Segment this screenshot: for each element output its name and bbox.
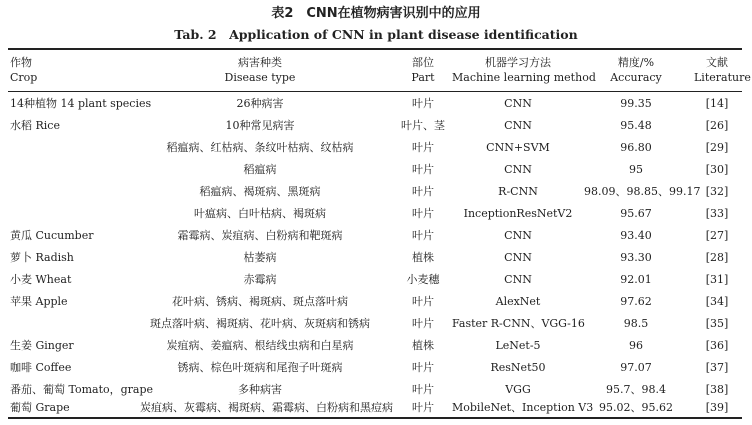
header-literature: 文献 Literature — [694, 56, 751, 84]
table-row — [0, 269, 752, 291]
cell-crop: 14种植物 14 plant species — [10, 97, 152, 110]
cell-method: LeNet-5 — [495, 339, 541, 352]
cell-accuracy: 99.35 — [620, 97, 652, 110]
cell-method: CNN — [504, 229, 532, 242]
cell-accuracy: 93.40 — [620, 229, 652, 242]
cell-method: CNN — [504, 163, 532, 176]
cell-crop: 小麦 Wheat — [10, 273, 72, 286]
cell-accuracy: 98.5 — [623, 317, 649, 330]
cell-part: 叶片 — [412, 295, 434, 308]
cell-literature: [33] — [705, 207, 729, 220]
cell-disease: 炭疽病、灰霉病、褐斑病、霜霉病、白粉病和黑痘病 — [140, 401, 393, 414]
cell-disease: 枯萎病 — [243, 251, 277, 264]
table-row — [0, 291, 752, 313]
cell-method: R-CNN — [498, 185, 538, 198]
cell-part: 叶片 — [412, 229, 434, 242]
cell-accuracy: 95.7、98.4 — [606, 383, 666, 396]
cell-literature: [35] — [705, 317, 729, 330]
cell-method: VGG — [505, 383, 531, 396]
cell-crop: 葡萄 Grape — [10, 401, 70, 414]
cell-method: MobileNet、Inception V3 — [452, 401, 594, 414]
cell-part: 叶片 — [412, 207, 434, 220]
cell-disease: 炭疽病、姜瘟病、根结线虫病和白星病 — [166, 339, 354, 352]
cell-part: 叶片 — [412, 141, 434, 154]
cell-literature: [31] — [705, 273, 729, 286]
cell-accuracy: 92.01 — [620, 273, 652, 286]
cell-literature: [30] — [705, 163, 729, 176]
cell-accuracy: 97.62 — [620, 295, 652, 308]
table-caption-en: Tab. 2 Application of CNN in plant disease identification — [174, 27, 578, 42]
cell-part: 叶片、茎 — [401, 119, 445, 132]
header-method: 机器学习方法 Machine learning method — [452, 56, 596, 84]
cell-part: 小麦穗 — [406, 273, 440, 286]
cell-accuracy: 97.07 — [620, 361, 652, 374]
cell-disease: 稻瘟病、褐斑病、黑斑病 — [199, 185, 321, 198]
cell-literature: [32] — [705, 185, 729, 198]
cell-crop: 咖啡 Coffee — [10, 361, 72, 374]
header-crop: 作物 Crop — [10, 56, 38, 84]
cell-literature: [39] — [705, 401, 729, 414]
cell-disease: 稻瘟病、红枯病、条纹叶枯病、纹枯病 — [166, 141, 354, 154]
table-row — [0, 115, 752, 137]
cell-disease: 花叶病、锈病、褐斑病、斑点落叶病 — [172, 295, 348, 308]
cell-crop: 黄瓜 Cucumber — [10, 229, 94, 242]
cell-literature: [29] — [705, 141, 729, 154]
cell-method: Faster R-CNN、VGG-16 — [452, 317, 585, 330]
cell-disease: 稻瘟病 — [243, 163, 277, 176]
cell-accuracy: 95.67 — [620, 207, 652, 220]
cell-part: 叶片 — [412, 97, 434, 110]
cell-accuracy: 98.09、98.85、99.17 — [584, 185, 701, 198]
cell-literature: [38] — [705, 383, 729, 396]
table-row — [0, 225, 752, 247]
table-row — [0, 335, 752, 357]
cell-crop: 水稻 Rice — [10, 119, 60, 132]
cell-method: CNN — [504, 251, 532, 264]
cell-part: 叶片 — [412, 185, 434, 198]
table-row — [0, 313, 752, 335]
cell-method: CNN — [504, 97, 532, 110]
cell-part: 植株 — [412, 339, 434, 352]
cell-part: 叶片 — [412, 401, 434, 414]
top-rule — [8, 48, 742, 50]
cell-part: 叶片 — [412, 163, 434, 176]
cell-disease: 斑点落叶病、褐斑病、花叶病、灰斑病和锈病 — [150, 317, 370, 330]
table-row — [0, 137, 752, 159]
header-rule — [8, 91, 742, 92]
cell-method: ResNet50 — [490, 361, 546, 374]
cell-disease: 10种常见病害 — [225, 119, 295, 132]
cell-literature: [36] — [705, 339, 729, 352]
cell-method: CNN — [504, 273, 532, 286]
cell-literature: [34] — [705, 295, 729, 308]
table-row — [0, 357, 752, 379]
cell-disease: 26种病害 — [236, 97, 284, 110]
cell-crop: 苹果 Apple — [10, 295, 68, 308]
cell-literature: [28] — [705, 251, 729, 264]
cell-accuracy: 96 — [629, 339, 643, 352]
cell-literature: [37] — [705, 361, 729, 374]
cell-literature: [27] — [705, 229, 729, 242]
table-row — [0, 203, 752, 225]
cell-part: 叶片 — [412, 383, 434, 396]
cell-literature: [14] — [705, 97, 729, 110]
cell-literature: [26] — [705, 119, 729, 132]
bottom-rule — [8, 417, 742, 419]
header-part: 部位 Part — [411, 56, 435, 84]
header-disease-type: 病害种类 Disease type — [224, 56, 296, 84]
header-accuracy: 精度/% Accuracy — [610, 56, 662, 84]
cell-disease: 叶瘟病、白叶枯病、褐斑病 — [194, 207, 326, 220]
cell-part: 植株 — [412, 251, 434, 264]
cell-accuracy: 95.02、95.62 — [599, 401, 673, 414]
cell-method: CNN — [504, 119, 532, 132]
cell-disease: 赤霉病 — [243, 273, 277, 286]
cell-method: InceptionResNetV2 — [463, 207, 573, 220]
cell-accuracy: 95 — [629, 163, 643, 176]
cell-method: CNN+SVM — [486, 141, 550, 154]
cell-disease: 锈病、棕色叶斑病和尾孢子叶斑病 — [177, 361, 343, 374]
table-row — [0, 159, 752, 181]
cell-accuracy: 93.30 — [620, 251, 652, 264]
cell-accuracy: 96.80 — [620, 141, 652, 154]
table-caption-cn: 表2 CNN在植物病害识别中的应用 — [271, 6, 481, 21]
cell-crop: 生姜 Ginger — [10, 339, 74, 352]
table-row — [0, 397, 752, 419]
cell-crop: 萝卜 Radish — [10, 251, 74, 264]
cell-disease: 多种病害 — [238, 383, 282, 396]
cell-disease: 霜霉病、炭疽病、白粉病和靶斑病 — [177, 229, 343, 242]
table-row — [0, 181, 752, 203]
cell-accuracy: 95.48 — [620, 119, 652, 132]
cell-part: 叶片 — [412, 317, 434, 330]
cell-method: AlexNet — [495, 295, 541, 308]
cell-part: 叶片 — [412, 361, 434, 374]
table-row — [0, 247, 752, 269]
table-row — [0, 93, 752, 115]
cell-crop: 番茄、葡萄 Tomato，grape — [10, 383, 154, 396]
